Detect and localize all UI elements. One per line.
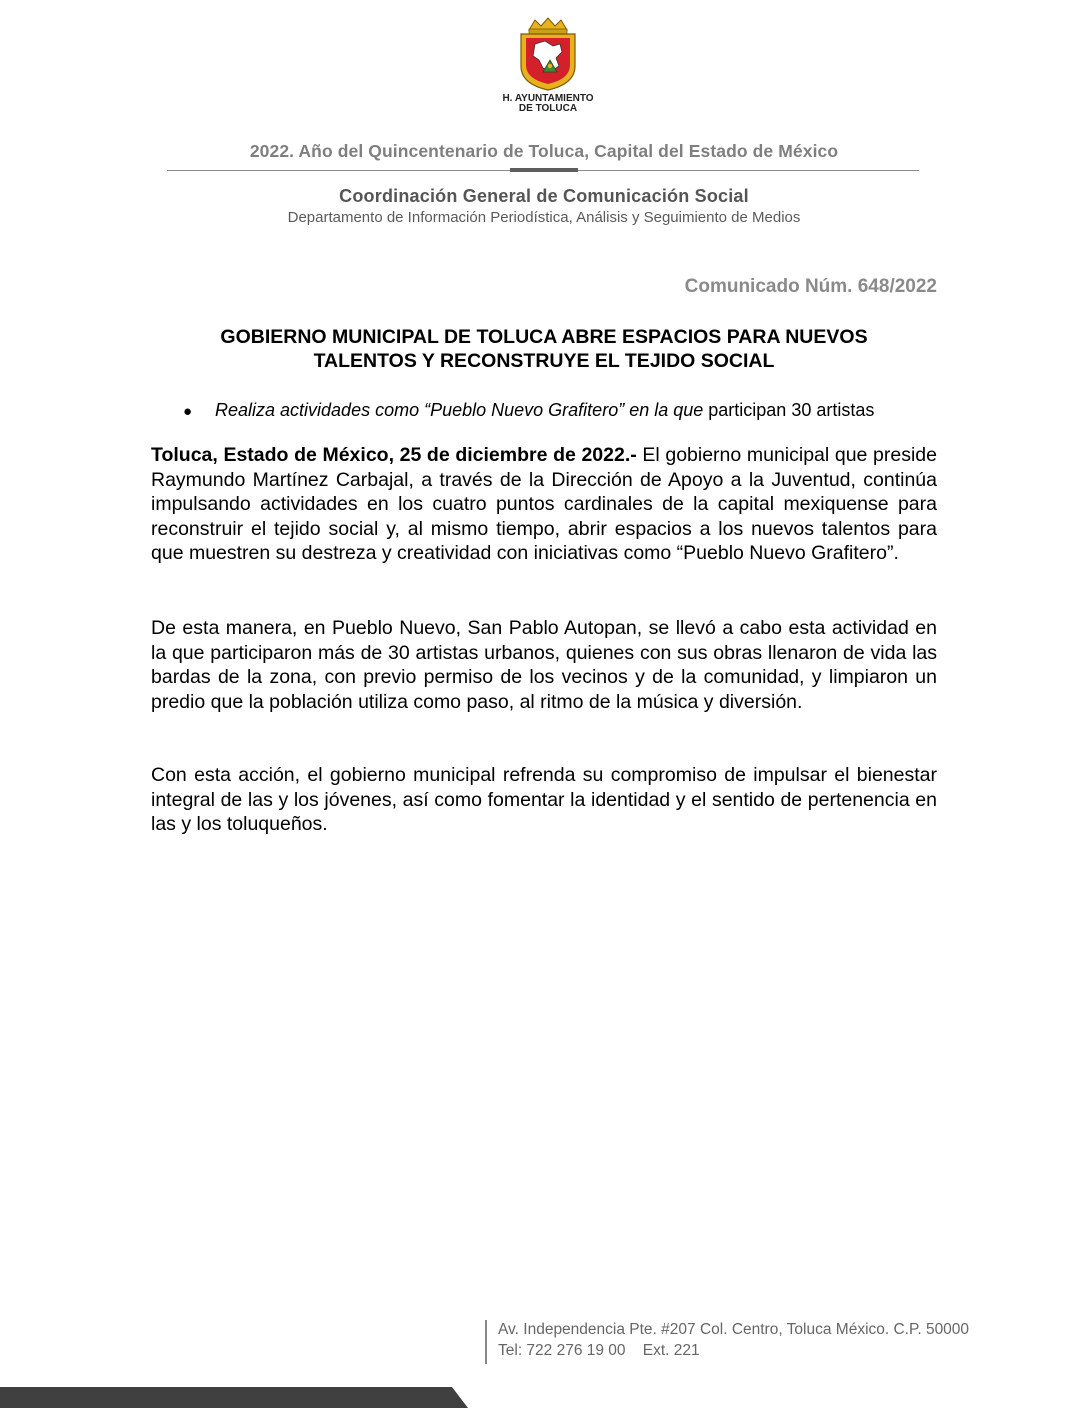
logo-caption-line2: DE TOLUCA <box>518 103 578 114</box>
department-subtitle: Departamento de Información Periodística, Análisis y Seguimiento de Medios <box>287 209 801 226</box>
bottom-band <box>0 1387 468 1408</box>
coordination-title: Coordinación General de Comunicación Social <box>339 186 749 206</box>
headline-line2: TALENTOS Y RECONSTRUYE EL TEJIDO SOCIAL <box>313 350 775 372</box>
footer-phone: Tel: 722 276 19 00 Ext. 221 <box>498 1342 700 1359</box>
bullet-plain-text: participan 30 artistas <box>703 400 875 420</box>
footer-contact <box>498 1319 969 1361</box>
toluca-seal-logo <box>498 16 598 120</box>
header-divider-accent <box>510 168 578 172</box>
bullet-italic-text: Realiza actividades como “Pueblo Nuevo Grafitero” en la que <box>215 400 704 420</box>
footer-address: Av. Independencia Pte. #207 Col. Centro, Toluca México. C.P. 50000 <box>498 1321 970 1338</box>
paragraph-3: Con esta acción, el gobierno municipal refrenda su compromiso de impulsar el bienestar integral de las y los jóvenes, así como fomentar la identidad y el sentido de pertenencia en las y los toluqueños. <box>151 764 937 835</box>
release-number: Comunicado Núm. 648/2022 <box>684 276 937 297</box>
headline <box>152 325 936 373</box>
paragraph-1-text: El gobierno municipal que preside Raymundo Martínez Carbajal, a través de la Dirección de Apoyo a la Juventud, continúa impulsando actividades en los cuatro puntos cardinales de la capital mexiquense para reconstruir el tejido social y, al mismo tiempo, abrir espacios a los nuevos talentos para que muestren su destreza y creatividad con iniciativas como “Pueblo Nuevo Grafitero”. <box>151 444 937 564</box>
dateline: Toluca, Estado de México, 25 de diciembre de 2022.- <box>151 444 637 466</box>
bullet-dot-icon: ● <box>183 403 193 420</box>
paragraph-1 <box>151 443 937 566</box>
paragraph-2: De esta manera, en Pueblo Nuevo, San Pablo Autopan, se llevó a cabo esta actividad en la que participaron más de 30 artistas urbanos, quienes con sus obras llenaron de vida las bardas de la zona, con previo permiso de los vecinos y de la comunidad, y limpiaron un predio que la población utiliza como paso, al ritmo de la música y diversión. <box>151 617 937 713</box>
footer-divider <box>485 1320 487 1364</box>
toluca-seal-icon <box>515 16 581 92</box>
headline-line1: GOBIERNO MUNICIPAL DE TOLUCA ABRE ESPACIOS PARA NUEVOS <box>220 326 868 348</box>
logo-caption-line1: H. AYUNTAMIENTO <box>502 93 594 104</box>
year-motto: 2022. Año del Quincentenario de Toluca, Capital del Estado de México <box>249 141 839 161</box>
bullet-item <box>183 398 943 424</box>
